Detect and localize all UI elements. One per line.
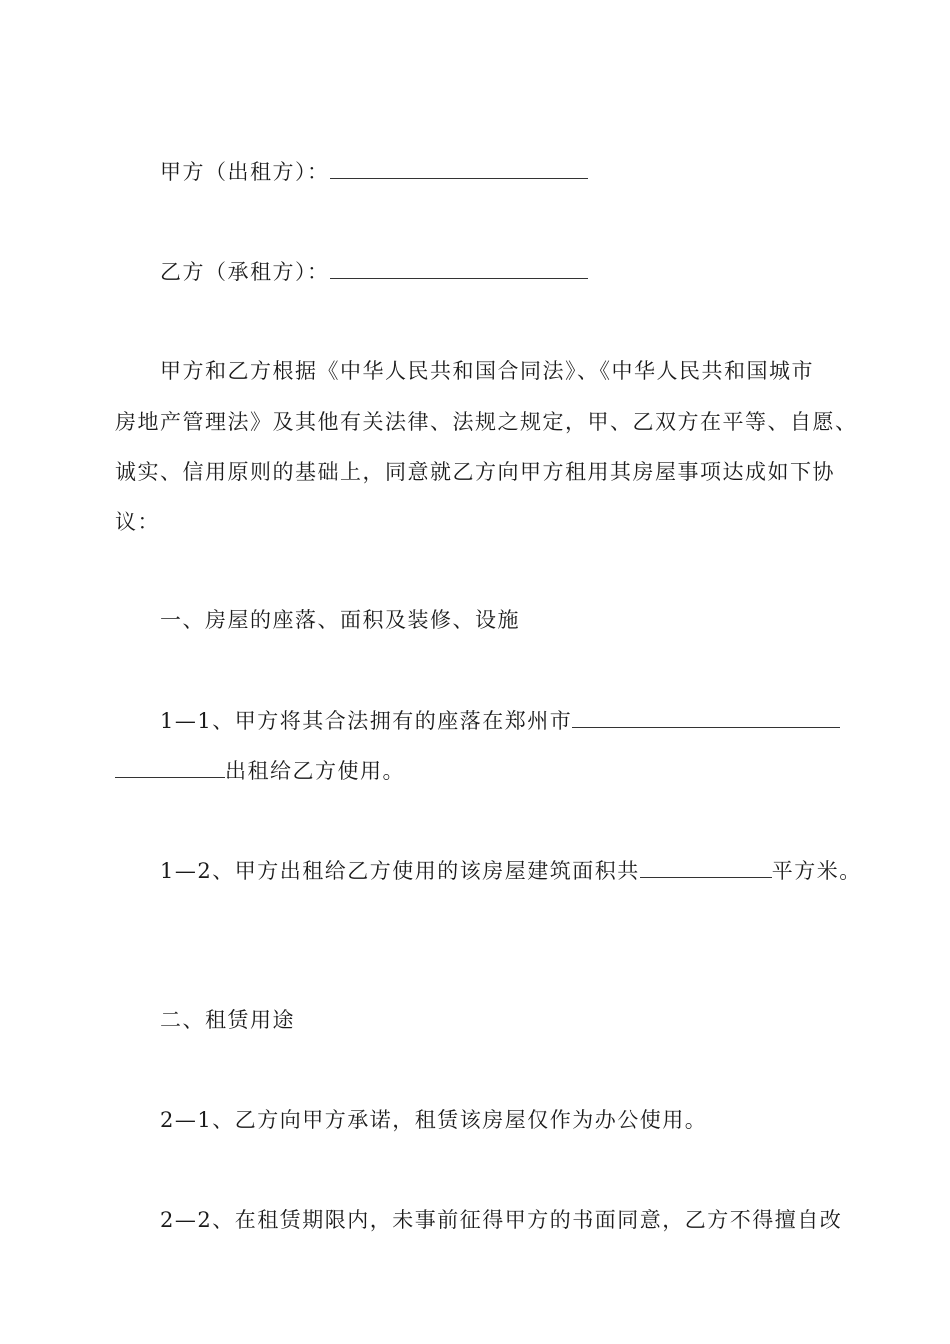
location-blank [572, 709, 840, 728]
clause-1-2 [160, 857, 862, 885]
intro-line-3: 诚实、信用原则的基础上，同意就乙方向甲方租用其房屋事项达成如下协 [115, 460, 835, 484]
party-b-label: 乙方（承租方）： [160, 260, 330, 284]
section-2-heading: 二、租赁用途 [160, 1008, 295, 1032]
clause-1-1 [160, 707, 840, 735]
party-a-label: 甲方（出租方）： [160, 160, 330, 184]
intro-line-1: 甲方和乙方根据《中华人民共和国合同法》、《中华人民共和国城市 [160, 359, 814, 383]
clause-1-1-text: 1—1、甲方将其合法拥有的座落在郑州市 [160, 709, 573, 733]
intro-line-2: 房地产管理法》及其他有关法律、法规之规定，甲、乙双方在平等、自愿、 [115, 410, 858, 434]
area-blank [640, 859, 772, 878]
clause-1-1-cont-line [115, 757, 405, 785]
party-a-blank [330, 160, 588, 179]
location-blank-cont [115, 759, 225, 778]
clause-2-1: 2—1、乙方向甲方承诺，租赁该房屋仅作为办公使用。 [160, 1108, 708, 1132]
section-1-heading: 一、房屋的座落、面积及装修、设施 [160, 608, 520, 632]
clause-1-2-text: 1—2、甲方出租给乙方使用的该房屋建筑面积共 [160, 859, 640, 883]
clause-2-2: 2—2、在租赁期限内，未事前征得甲方的书面同意，乙方不得擅自改 [160, 1208, 843, 1232]
clause-1-2-unit: 平方米。 [771, 859, 862, 883]
party-b-blank [330, 260, 588, 279]
intro-line-4: 议： [115, 510, 160, 534]
party-b-line [160, 258, 588, 286]
clause-1-1-cont: 出租给乙方使用。 [225, 759, 405, 783]
party-a-line [160, 158, 588, 186]
